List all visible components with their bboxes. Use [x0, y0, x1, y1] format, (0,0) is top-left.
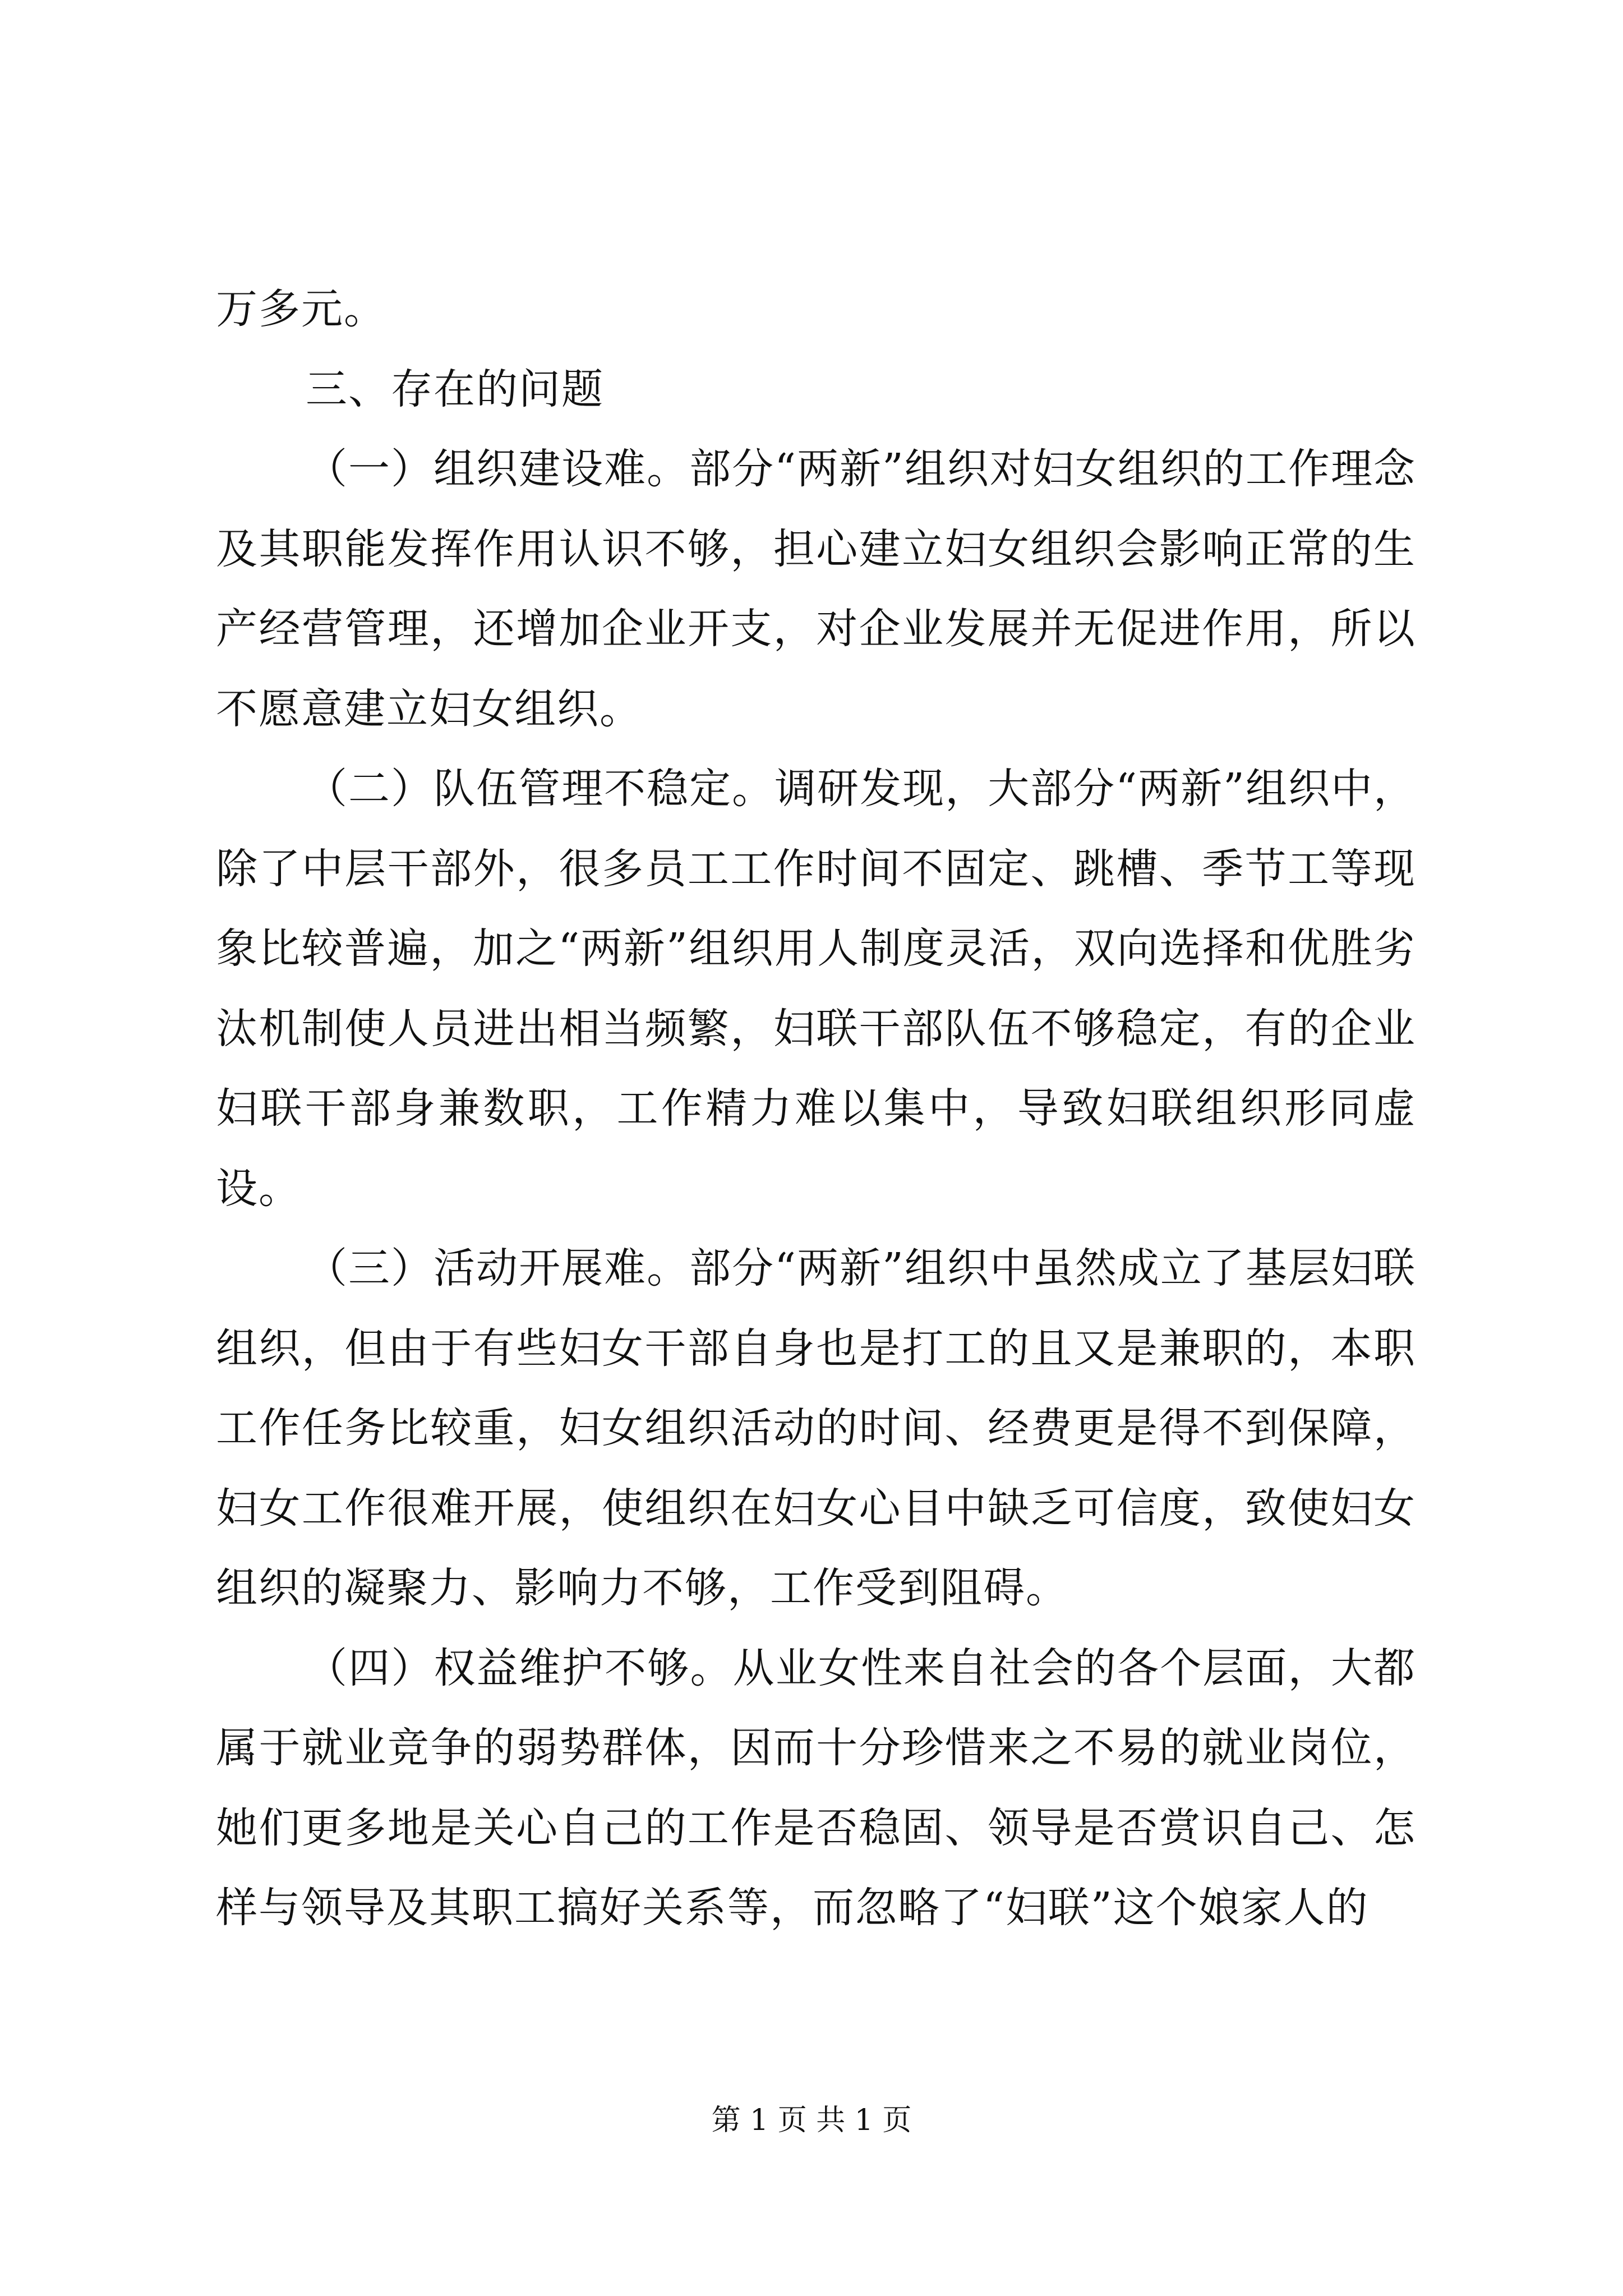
paragraph-activity-development: （三）活动开展难。部分“两新”组织中虽然成立了基层妇联组织，但由于有些妇女干部自身也是打工的且又是兼职的，本职工作任务比较重，妇女组织活动的时间、经费更是得不到保障，妇女工作很难开展，使组织在妇女心目中缺乏可信度，致使妇女组织的凝聚力、影响力不够，工作受到阻碍。: [216, 1244, 1416, 1612]
paragraph-team-management: （二）队伍管理不稳定。调研发现，大部分“两新”组织中，除了中层干部外，很多员工工作时间不固定、跳槽、季节工等现象比较普遍，加之“两新”组织用人制度灵活，双向选择和优胜劣汰机制使人员进出相当频繁，妇联干部队伍不够稳定，有的企业妇联干部身兼数职，工作精力难以集中，导致妇联组织形同虚设。: [216, 765, 1416, 1213]
section-heading: 三、存在的问题: [306, 365, 604, 413]
paragraph-rights-protection: （四）权益维护不够。从业女性来自社会的各个层面，大都属于就业竞争的弱势群体，因而十分珍惜来之不易的就业岗位，她们更多地是关心自己的工作是否稳固、领导是否赏识自己、怎样与领导及其职工搞好关系等，而忽略了“妇联”这个娘家人的: [216, 1644, 1416, 1932]
paragraph-continuation: 万多元。: [216, 285, 386, 333]
paragraph-organization-building: （一）组织建设难。部分“两新”组织对妇女组织的工作理念及其职能发挥作用认识不够，担心建立妇女组织会影响正常的生产经营管理，还增加企业开支，对企业发展并无促进作用，所以不愿意建立妇女组织。: [216, 445, 1416, 733]
page-number-label: 第 1 页 共 1 页: [711, 2104, 912, 2137]
page-footer: [0, 2101, 1623, 2140]
document-body: [216, 269, 1416, 1948]
